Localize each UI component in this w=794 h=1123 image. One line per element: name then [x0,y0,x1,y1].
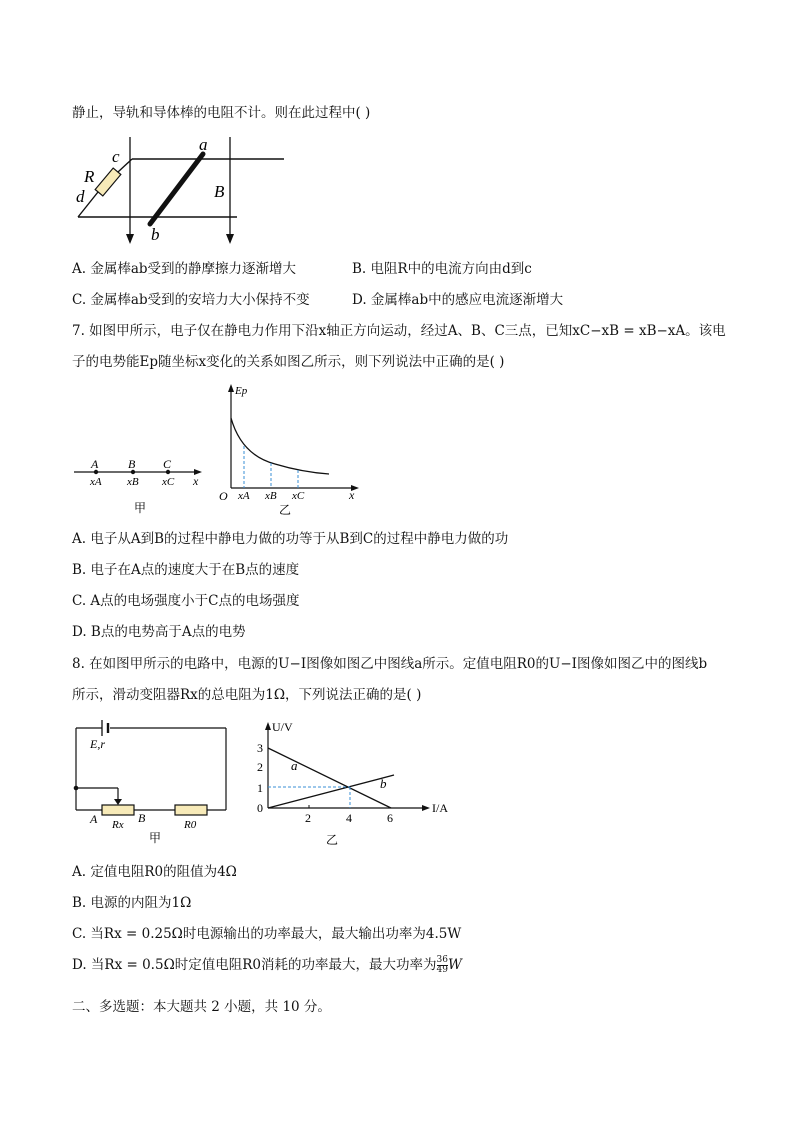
q7-option-b: B. 电子在A点的速度大于在B点的速度 [72,562,300,578]
coord-xa-label: xA [90,476,102,488]
label-r: R [84,167,95,186]
q8-stem-line2: 所示，滑动变阻器Rx的总电阻为1Ω，下列说法正确的是( ) [72,687,422,703]
line-a [268,748,391,808]
coord-xb-label: xB [127,476,139,488]
q8-option-b: B. 电源的内阻为1Ω [72,895,192,911]
section-2-heading: 二、多选题：本大题共 2 小题，共 10 分。 [72,999,331,1015]
q7-figure-right [215,380,365,520]
label-d: d [76,187,85,206]
intro-text: 静止，导轨和导体棒的电阻不计。则在此过程中( ) [72,105,371,121]
tick-xc: xC [292,490,305,502]
label-b: b [151,225,160,244]
x-tick-4: 4 [346,811,352,825]
origin-zero: 0 [257,801,263,815]
x-tick-2: 2 [305,811,311,825]
line-a-label: a [291,758,298,773]
axis-u-label: U/V [272,720,293,734]
q8-option-d-unit: W [447,957,462,973]
r0-label: R0 [184,819,197,831]
q7-figure-left [72,452,212,517]
q6-option-b: B. 电阻R中的电流方向由d到c [352,261,532,277]
label-c: c [112,147,120,166]
point-a-label: A [91,457,99,471]
caption-jia: 甲 [134,501,147,515]
label-field-b: B [214,182,225,201]
q8-option-d [72,956,462,975]
resistor-r [95,168,121,196]
graph-caption: 乙 [326,833,339,847]
tick-xa: xA [238,490,250,502]
line-b-label: b [380,776,387,791]
axis-ep-label: Ep [235,385,248,397]
y-tick-1: 1 [257,781,263,795]
ep-curve [231,418,329,474]
y-tick-3: 3 [257,741,263,755]
q6-figure [72,132,292,247]
line-b [268,775,394,808]
point-b-label: B [128,457,136,471]
q6-option-a: A. 金属棒ab受到的静摩擦力逐渐增大 [72,261,297,277]
rheostat-rx [102,805,134,815]
q8-ui-graph [254,718,459,850]
q6-option-d: D. 金属棒ab中的感应电流逐渐增大 [352,292,564,308]
slider-arrow [114,799,122,805]
q8-stem-line1: 8. 在如图甲所示的电路中，电源的U−I图像如图乙中图线a所示。定值电阻R0的U−I图像如图乙中的图线b [72,656,708,672]
axis-x-label: x [193,474,199,488]
rx-label: Rx [112,819,124,831]
q8-option-d-fraction [437,956,448,975]
x-tick-6: 6 [387,811,393,825]
caption-yi: 乙 [279,503,292,517]
q8-option-a: A. 定值电阻R0的阻值为4Ω [72,864,237,880]
coord-xc-label: xC [162,476,175,488]
fraction-denominator: 49 [436,965,448,975]
resistor-r0 [175,805,207,815]
q8-option-d-text: D. 当Rx = 0.5Ω时定值电阻R0消耗的功率最大，最大功率为 [72,957,437,973]
terminal-b-label: B [138,811,146,825]
tick-xb: xB [265,490,277,502]
q7-option-d: D. B点的电势高于A点的电势 [72,624,246,640]
q7-stem-line2: 子的电势能Ep随坐标x变化的关系如图乙所示，则下列说法中正确的是( ) [72,354,505,370]
q6-option-c: C. 金属棒ab受到的安培力大小保持不变 [72,292,310,308]
terminal-a-label: A [90,812,98,826]
q7-option-c: C. A点的电场强度小于C点的电场强度 [72,593,300,609]
origin-label: O [219,489,228,503]
q7-option-a: A. 电子从A到B的过程中静电力做的功等于从B到C的过程中静电力做的功 [72,531,509,547]
metal-rod-ab [150,154,203,224]
label-a: a [199,135,208,154]
circuit-caption: 甲 [149,831,162,845]
fraction-numerator: 36 [436,955,448,965]
q8-option-c: C. 当Rx = 0.25Ω时电源输出的功率最大，最大输出功率为4.5W [72,926,462,942]
q7-stem-line1: 7. 如图甲所示，电子仅在静电力作用下沿x轴正方向运动，经过A、B、C三点，已知xC−xB = xB−xA。该电 [72,323,726,339]
q8-circuit [68,714,238,849]
source-label: E,r [90,737,105,751]
point-c-label: C [163,457,172,471]
axis-x-label-right: x [349,488,355,502]
y-tick-2: 2 [257,760,263,774]
axis-i-label: I/A [432,801,448,815]
